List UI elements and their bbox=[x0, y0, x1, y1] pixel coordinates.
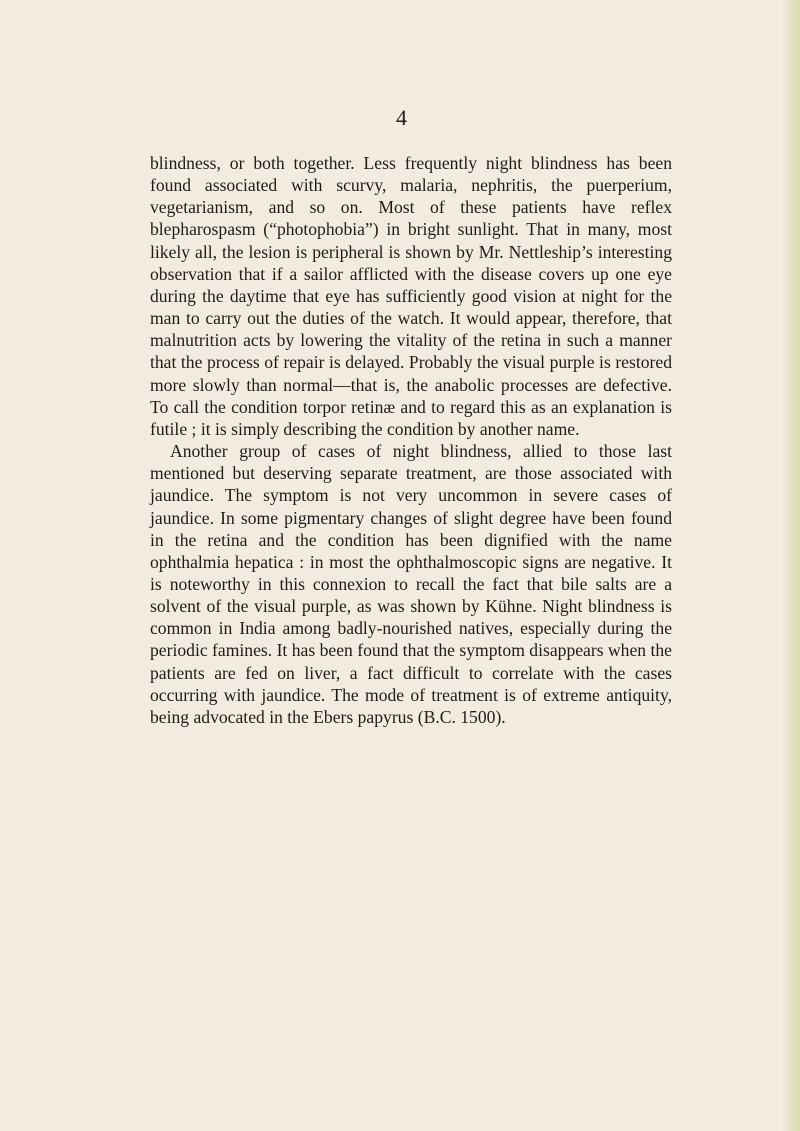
page-edge-shadow bbox=[782, 0, 800, 1131]
page-number: 4 bbox=[396, 105, 407, 130]
paragraph-2: Another group of cases of night blindness, allied to those last mentioned but deserving separate treatment, are those associated with jaundice. The symptom is not very uncommon in severe cases of jaundice. In some pigmentary changes of slight degree have been found in the retina and the condition has been dignified with the name ophthalmia hepatica : in most the ophthalmoscopic signs are negative. It is noteworthy in this connexion to recall the fact that bile salts are a solvent of the visual purple, as was shown by Kühne. Night blindness is common in India among badly-nourished natives, especially during the periodic famines. It has been found that the symptom disappears when the patients are fed on liver, a fact difficult to correlate with the cases occurring with jaundice. The mode of treatment is of extreme antiquity, being advocated in the Ebers papyrus (B.C. 1500). bbox=[150, 441, 672, 727]
paragraph-1: blindness, or both together. Less frequently night blindness has been found associated with scurvy, malaria, nephritis, the puerperium, vegetarianism, and so on. Most of these patients have reflex blepharospasm (“photophobia”) in bright sunlight. That in many, most likely all, the lesion is peripheral is shown by Mr. Nettleship’s interesting observation that if a sailor afflicted with the disease covers up one eye during the daytime that eye has sufficiently good vision at night for the man to carry out the duties of the watch. It would appear, therefore, that malnutrition acts by lowering the vitality of the retina in such a manner that the process of repair is delayed. Probably the visual purple is restored more slowly than normal—that is, the anabolic processes are defective. To call the condition torpor retinæ and to regard this as an explanation is futile ; it is simply describing the condition by another name. bbox=[150, 153, 672, 439]
body-text bbox=[150, 152, 672, 728]
